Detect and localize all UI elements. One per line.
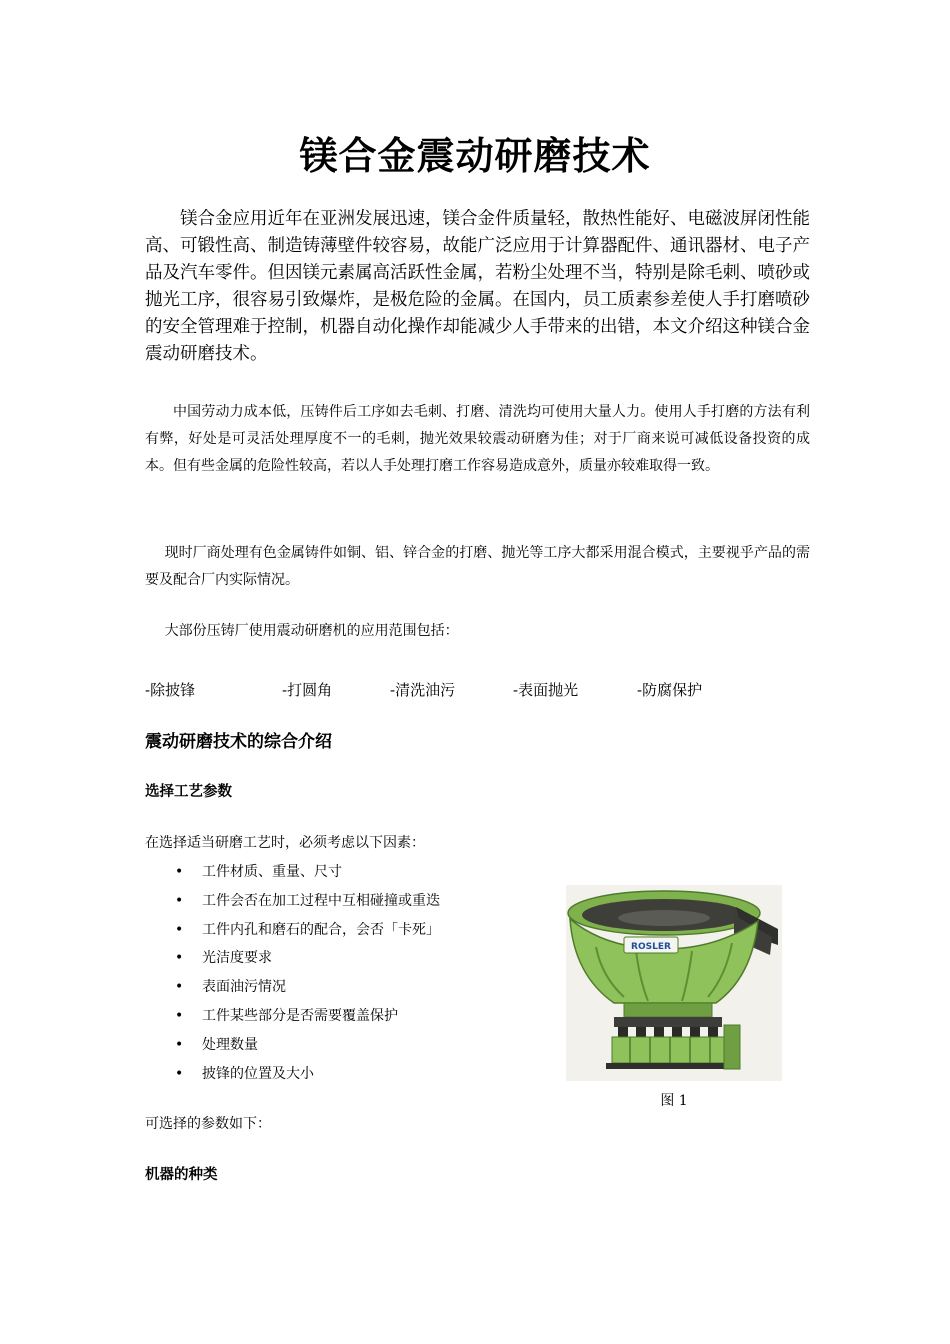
figure-caption: 图 1 xyxy=(660,1093,688,1109)
list-item-text: 表面油污情况 xyxy=(202,979,286,996)
bullet-icon: • xyxy=(175,864,184,880)
paragraph-current-practice: 现时厂商处理有色金属铸件如铜、铝、锌合金的打磨、抛光等工序大都采用混合模式，主要视乎产品的需要及配合厂内实际情况。 xyxy=(145,545,810,588)
application-item: -打圆角 xyxy=(282,681,333,699)
list-item-text: 光洁度要求 xyxy=(202,950,272,967)
bullet-icon: • xyxy=(175,950,184,967)
vibratory-machine-image xyxy=(566,885,782,1081)
application-item: -清洗油污 xyxy=(390,681,456,699)
bullet-icon: • xyxy=(175,1036,184,1053)
bullet-icon: • xyxy=(175,892,184,909)
document-title: 镁合金震动研磨技术 xyxy=(299,133,651,178)
bullet-icon: • xyxy=(175,1007,184,1024)
list-item-text: 披锋的位置及大小 xyxy=(202,1065,314,1082)
list-item xyxy=(175,973,535,1002)
paragraph-applications-intro: 大部份压铸厂使用震动研磨机的应用范围包括： xyxy=(164,623,459,639)
application-item: -表面抛光 xyxy=(513,681,579,699)
vibratory-machine-figure xyxy=(566,885,782,1081)
parameters-lead-text: 可选择的参数如下： xyxy=(145,1116,271,1132)
bullet-icon: • xyxy=(175,1065,184,1082)
list-item-text: 工件材质、重量、尺寸 xyxy=(202,864,342,880)
list-item-text: 工件内孔和磨石的配合，会否「卡死」 xyxy=(202,921,440,938)
section-heading: 震动研磨技术的综合介绍 xyxy=(145,732,332,752)
list-item xyxy=(175,887,535,916)
intro-paragraph: 镁合金应用近年在亚洲发展迅速，镁合金件质量轻，散热性能好、电磁波屏闭性能高、可锻性高、制造铸薄壁件较容易，故能广泛应用于计算器配件、通讯器材、电子产品及汽车零件。但因镁元素属高活跃性金属，若粉尘处理不当，特别是除毛刺、喷砂或抛光工序，很容易引致爆炸，是极危险的金属。在国内，员工质素参差使人手打磨喷砂的安全管理难于控制，机器自动化操作却能减少人手带来的出错，本文介绍这种镁合金震动研磨技术。 xyxy=(145,209,810,364)
application-item: -防腐保护 xyxy=(637,681,703,699)
list-item xyxy=(175,916,535,945)
subheading-machine-types: 机器的种类 xyxy=(145,1167,218,1183)
factors-list xyxy=(175,858,535,1088)
subheading-process-params: 选择工艺参数 xyxy=(145,784,232,800)
list-item xyxy=(175,1031,535,1060)
paragraph-labor-cost: 中国劳动力成本低，压铸件后工序如去毛刺、打磨、清洗均可使用大量人力。使用人手打磨的方法有利有弊，好处是可灵活处理厚度不一的毛刺，抛光效果较震动研磨为佳；对于厂商来说可减低设备投资的成本。但有些金属的危险性较高，若以人手处理打磨工作容易造成意外，质量亦较难取得一致。 xyxy=(145,404,810,474)
rosler-logo: ROSLER xyxy=(631,942,671,952)
list-item xyxy=(175,1060,535,1089)
list-item xyxy=(175,1002,535,1031)
list-item-text: 工件某些部分是否需要覆盖保护 xyxy=(202,1007,398,1024)
list-item-text: 工件会否在加工过程中互相碰撞或重迭 xyxy=(202,892,440,909)
bullet-icon: • xyxy=(175,921,184,938)
list-item xyxy=(175,944,535,973)
applications-row xyxy=(0,677,950,703)
list-item xyxy=(175,858,535,887)
list-item-text: 处理数量 xyxy=(202,1036,258,1053)
bullet-icon: • xyxy=(175,979,184,996)
application-item: -除披锋 xyxy=(145,681,196,699)
factors-lead-text: 在选择适当研磨工艺时，必须考虑以下因素： xyxy=(145,835,425,851)
